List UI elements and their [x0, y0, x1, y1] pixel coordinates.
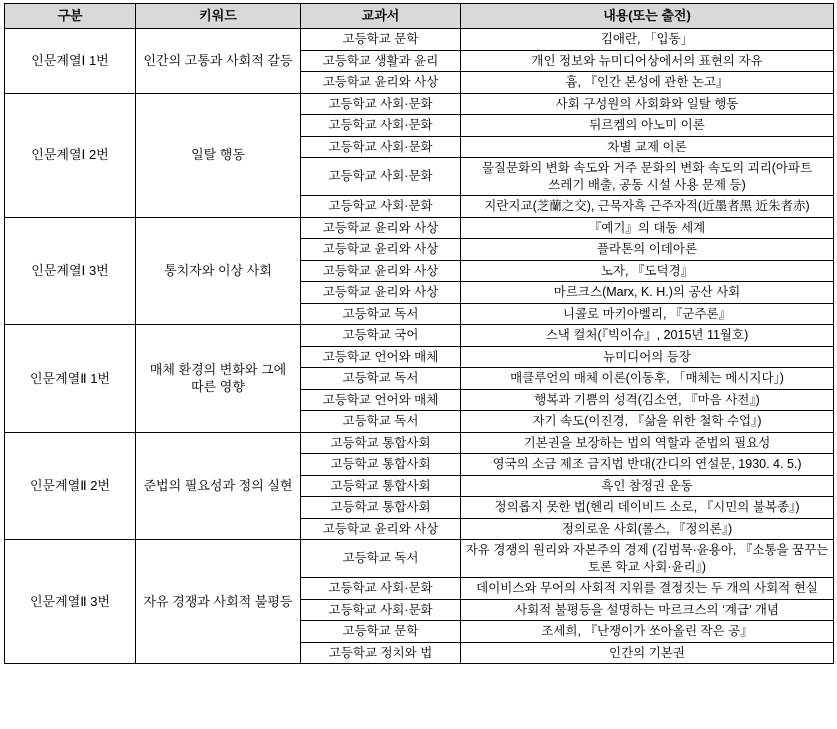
- cell-content: 매클루언의 매체 이론(이동후, 「매체는 메시지다」): [461, 368, 834, 390]
- cell-textbook: 고등학교 통합사회: [301, 432, 461, 454]
- cell-textbook: 고등학교 윤리와 사상: [301, 217, 461, 239]
- cell-content: 자기 속도(이진경, 『삶을 위한 철학 수업』): [461, 411, 834, 433]
- cell-textbook: 고등학교 생활과 윤리: [301, 50, 461, 72]
- reference-table: [4, 3, 834, 664]
- cell-content: 개인 정보와 뉴미디어상에서의 표현의 자유: [461, 50, 834, 72]
- cell-textbook: 고등학교 독서: [301, 303, 461, 325]
- cell-keyword: 자유 경쟁과 사회적 불평등: [136, 540, 301, 664]
- cell-textbook: 고등학교 통합사회: [301, 475, 461, 497]
- cell-textbook: 고등학교 언어와 매체: [301, 389, 461, 411]
- cell-keyword: 준법의 필요성과 정의 실현: [136, 432, 301, 540]
- cell-gubun: 인문계열Ⅰ 2번: [5, 93, 136, 217]
- cell-textbook: 고등학교 윤리와 사상: [301, 282, 461, 304]
- cell-content: 조세희, 『난쟁이가 쏘아올린 작은 공』: [461, 621, 834, 643]
- column-header-content: 내용(또는 출전): [461, 4, 834, 29]
- cell-content: 플라톤의 이데아론: [461, 239, 834, 261]
- cell-textbook: 고등학교 윤리와 사상: [301, 72, 461, 94]
- cell-keyword: 매체 환경의 변화와 그에 따른 영향: [136, 325, 301, 433]
- cell-content: 사회 구성원의 사회화와 일탈 행동: [461, 93, 834, 115]
- cell-content: 지란지교(芝蘭之交), 근묵자흑 근주자적(近墨者黑 近朱者赤): [461, 196, 834, 218]
- cell-content: 인간의 기본권: [461, 642, 834, 664]
- cell-textbook: 고등학교 독서: [301, 368, 461, 390]
- cell-textbook: 고등학교 윤리와 사상: [301, 260, 461, 282]
- table-row: [5, 325, 834, 347]
- cell-content: 정의로운 사회(롤스, 『정의론』): [461, 518, 834, 540]
- cell-content: 스낵 컬처(『빅이슈』, 2015년 11월호): [461, 325, 834, 347]
- cell-textbook: 고등학교 윤리와 사상: [301, 518, 461, 540]
- cell-textbook: 고등학교 사회·문화: [301, 599, 461, 621]
- cell-content: 차별 교제 이론: [461, 136, 834, 158]
- cell-content: 물질문화의 변화 속도와 거주 문화의 변화 속도의 괴리(아파트 쓰레기 배출, 공동 시설 사용 문제 등): [461, 158, 834, 196]
- cell-textbook: 고등학교 사회·문화: [301, 158, 461, 196]
- cell-content: 뒤르켐의 아노미 이론: [461, 115, 834, 137]
- cell-content: 김애란, 「입동」: [461, 29, 834, 51]
- cell-content: 뉴미디어의 등장: [461, 346, 834, 368]
- cell-content: 행복과 기쁨의 성격(김소연, 『마음 사전』): [461, 389, 834, 411]
- table-row: [5, 29, 834, 51]
- cell-textbook: 고등학교 문학: [301, 621, 461, 643]
- cell-keyword: 일탈 행동: [136, 93, 301, 217]
- column-header-textbook: 교과서: [301, 4, 461, 29]
- cell-content: 흄, 『인간 본성에 관한 논고』: [461, 72, 834, 94]
- column-header-keyword: 키워드: [136, 4, 301, 29]
- cell-content: 기본권을 보장하는 법의 역할과 준법의 필요성: [461, 432, 834, 454]
- cell-textbook: 고등학교 사회·문화: [301, 196, 461, 218]
- table-header-row: [5, 4, 834, 29]
- column-header-gubun: 구분: [5, 4, 136, 29]
- table-row: [5, 217, 834, 239]
- cell-gubun: 인문계열Ⅱ 2번: [5, 432, 136, 540]
- cell-content: 사회적 불평등을 설명하는 마르크스의 ‘계급’ 개념: [461, 599, 834, 621]
- cell-content: 흑인 참정권 운동: [461, 475, 834, 497]
- cell-gubun: 인문계열Ⅰ 1번: [5, 29, 136, 94]
- cell-textbook: 고등학교 언어와 매체: [301, 346, 461, 368]
- cell-textbook: 고등학교 국어: [301, 325, 461, 347]
- cell-content: 자유 경쟁의 원리와 자본주의 경제 (김범묵·윤용아, 『소통을 꿈꾸는 토론 학교 사회·윤리』): [461, 540, 834, 578]
- table-row: [5, 93, 834, 115]
- cell-textbook: 고등학교 사회·문화: [301, 136, 461, 158]
- cell-content: 『예기』의 대동 세계: [461, 217, 834, 239]
- cell-content: 영국의 소금 제조 금지법 반대(간디의 연설문, 1930. 4. 5.): [461, 454, 834, 476]
- cell-content: 정의롭지 못한 법(헨리 데이비드 소로, 『시민의 불복종』): [461, 497, 834, 519]
- cell-textbook: 고등학교 정치와 법: [301, 642, 461, 664]
- cell-textbook: 고등학교 문학: [301, 29, 461, 51]
- cell-content: 데이비스와 무어의 사회적 지위를 결정짓는 두 개의 사회적 현실: [461, 578, 834, 600]
- cell-textbook: 고등학교 통합사회: [301, 454, 461, 476]
- table-row: [5, 540, 834, 578]
- cell-gubun: 인문계열Ⅰ 3번: [5, 217, 136, 325]
- cell-gubun: 인문계열Ⅱ 3번: [5, 540, 136, 664]
- cell-textbook: 고등학교 통합사회: [301, 497, 461, 519]
- table-body: [5, 29, 834, 664]
- cell-textbook: 고등학교 독서: [301, 411, 461, 433]
- cell-textbook: 고등학교 사회·문화: [301, 115, 461, 137]
- cell-gubun: 인문계열Ⅱ 1번: [5, 325, 136, 433]
- cell-textbook: 고등학교 사회·문화: [301, 578, 461, 600]
- cell-content: 노자, 『도덕경』: [461, 260, 834, 282]
- cell-textbook: 고등학교 윤리와 사상: [301, 239, 461, 261]
- cell-textbook: 고등학교 사회·문화: [301, 93, 461, 115]
- table-header: [5, 4, 834, 29]
- cell-keyword: 인간의 고통과 사회적 갈등: [136, 29, 301, 94]
- cell-keyword: 통치자와 이상 사회: [136, 217, 301, 325]
- cell-content: 니콜로 마키아벨리, 『군주론』: [461, 303, 834, 325]
- table-row: [5, 432, 834, 454]
- cell-content: 마르크스(Marx, K. H.)의 공산 사회: [461, 282, 834, 304]
- cell-textbook: 고등학교 독서: [301, 540, 461, 578]
